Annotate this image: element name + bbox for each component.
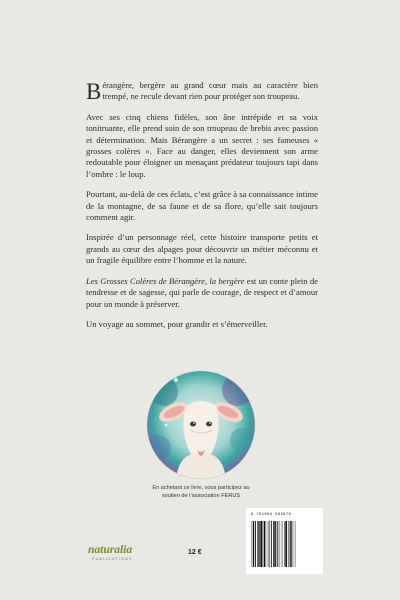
blurb-paragraph-3: Pourtant, au-delà de ces éclats, c’est grâce à sa connaissance intime de la montagne, de sa faune et de sa flore, qu’elle sait toujours comment agir.: [86, 189, 318, 223]
lamb-illustration: [146, 370, 256, 480]
drop-cap: B: [86, 79, 102, 104]
price: 12 €: [188, 549, 202, 556]
blurb-paragraph-6: Un voyage au sommet, pour grandir et s’émerveiller.: [86, 318, 268, 329]
barcode-icon: [250, 521, 319, 569]
publisher-subtitle: PUBLICATIONS: [92, 557, 133, 561]
blurb-paragraph-1-text: érangère, bergère au grand cœur mais au caractère bien trempé, ne recule devant rien pour protéger son troupeau.: [102, 80, 318, 102]
blurb-paragraph-1: [86, 80, 318, 103]
publisher-logo: naturalia: [88, 544, 133, 556]
blurb-paragraph-5-text: est un conte plein de tendresse et de sagesse, qui parle de courage, de respect et d’amour pour un monde à préserver.: [86, 275, 318, 309]
book-title-reference: Les Grosses Colères de Bérangère, la bergère: [86, 275, 245, 286]
blurb: [86, 80, 318, 339]
blurb-paragraph-4: Inspirée d’un personnage réel, cette histoire transporte petits et grands au cœur des alpages pour découvrir un métier méconnu et un fragile équilibre entre l’homme et la nature.: [86, 232, 318, 266]
blurb-paragraph-2: Avec ses cinq chiens fidèles, son âne intrépide et sa voix tonitruante, elle prend soin de son troupeau de brebis avec passion et détermination. Mais Bérangère a un secret : ses fameuses « grosses colères ». Face au danger, elles deviennent son arme redoutable pour éloigner un menaçant prédateur toujours tapi dans l’ombre : le loup.: [86, 111, 318, 179]
blurb-paragraph-5: [86, 276, 318, 310]
association-notice: En achetant ce livre, vous participez au soutien de l’association FERUS: [152, 485, 250, 499]
barcode-area: [246, 508, 323, 574]
barcode-number: 9 791094 583678: [251, 513, 292, 517]
